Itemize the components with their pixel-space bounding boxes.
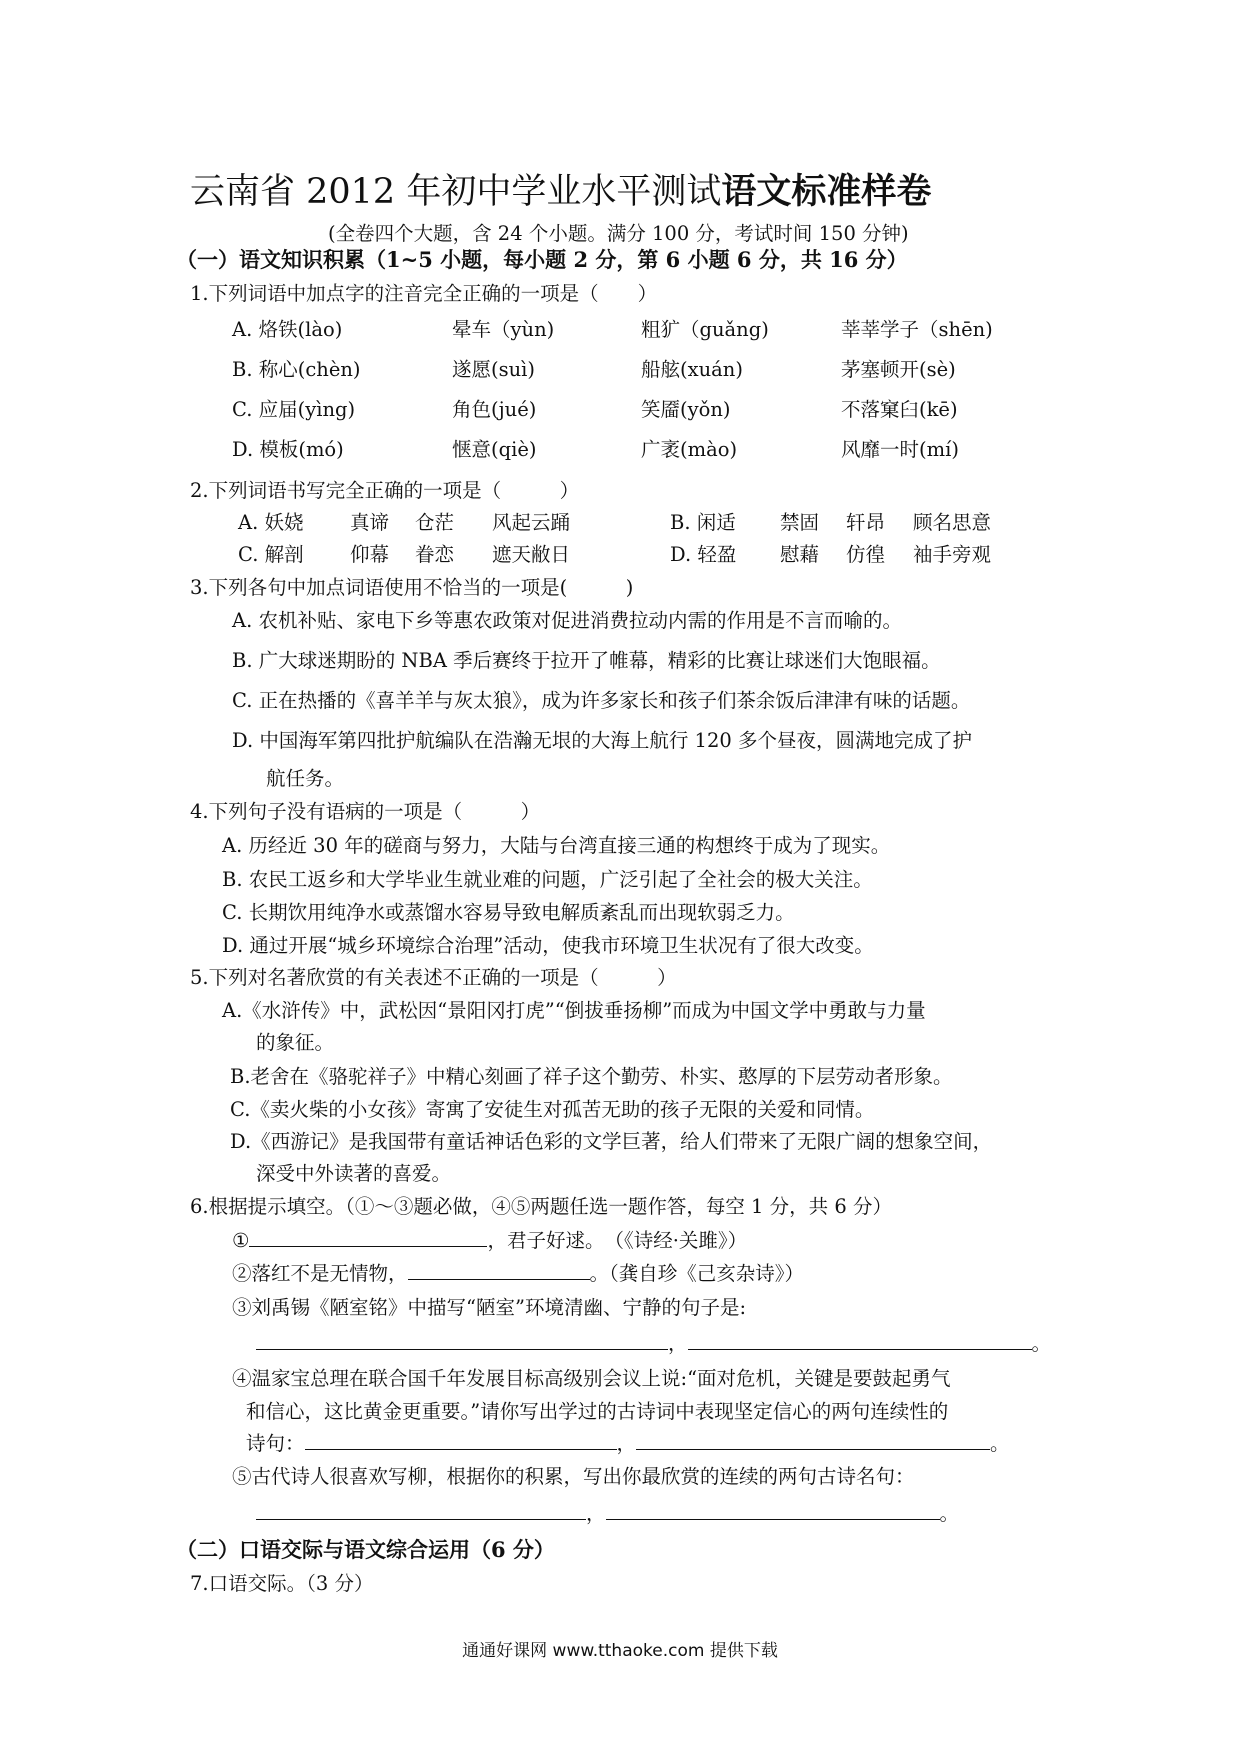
q6-item-3-answer — [256, 1330, 1051, 1358]
q1-option: 惬意(qiè) — [452, 438, 537, 461]
q6-item-1-post: ，君子好逑。 （《诗经·关雎》） — [487, 1229, 748, 1252]
q3-option-a: A. 农机补贴、家电下乡等惠农政策对促进消费拉动内需的作用是不言而喻的。 — [232, 609, 902, 632]
page-footer: 通通好课网 www.tthaoke.com 提供下载 — [462, 1641, 778, 1661]
q1-option: 不落窠臼(kē) — [841, 398, 958, 421]
q2-option: B. 闲适 — [670, 511, 736, 534]
q3-option-d: D. 中国海军第四批护航编队在浩瀚无垠的大海上航行 120 多个昼夜，圆满地完成了护 — [232, 729, 972, 752]
section2-heading: （二）口语交际与语文综合运用（6 分） — [176, 1537, 555, 1562]
q2-option: 顾名思意 — [913, 511, 992, 534]
q6-item-4-cont: 和信心，这比黄金更重要。”请你写出学过的古诗词中表现坚定信心的两句连续性的 — [246, 1400, 949, 1423]
q2-option: A. 妖娆 — [238, 511, 304, 534]
q2-option: 真谛 — [350, 511, 390, 534]
comma: ， — [616, 1432, 637, 1455]
q1-option: 笑靥(yǒn) — [641, 398, 731, 421]
q5-stem: 5.下列对名著欣赏的有关表述不正确的一项是（ ） — [190, 966, 677, 989]
q6-item-5-answer — [256, 1500, 959, 1528]
comma: ， — [668, 1332, 688, 1355]
q6-item-2-post: 。（龚自珍《己亥杂诗》） — [589, 1262, 805, 1285]
q5-option-d-cont: 深受中外读著的喜爱。 — [256, 1162, 452, 1185]
answer-blank[interactable] — [305, 1431, 617, 1450]
q6-item-1 — [232, 1227, 747, 1255]
period: 。 — [939, 1502, 960, 1525]
q1-option: 广袤(mào) — [641, 438, 738, 461]
q1-option: 茅塞顿开(sè) — [841, 358, 956, 381]
q2-option: 仓茫 — [415, 511, 455, 534]
q3-stem: 3.下列各句中加点词语使用不恰当的一项是( ) — [190, 576, 634, 599]
q1-option: 晕车（yùn) — [452, 318, 555, 341]
q6-item-1-pre: ① — [232, 1229, 250, 1252]
q1-option: 船舷(xuán) — [641, 358, 743, 381]
q1-option: 角色(jué) — [452, 398, 537, 421]
q5-option-a: A.《水浒传》中，武松因“景阳冈打虎”“倒拔垂扬柳”而成为中国文学中勇敢与力量 — [222, 999, 926, 1022]
q1-option: 风靡一时(mí) — [841, 438, 959, 461]
q3-option-c: C. 正在热播的《喜羊羊与灰太狼》，成为许多家长和孩子们茶余饭后津津有味的话题。 — [232, 689, 971, 712]
q6-item-4: ④温家宝总理在联合国千年发展目标高级别会议上说:“面对危机，关键是要鼓起勇气 — [232, 1367, 951, 1390]
q1-option: C. 应届(yìng) — [232, 398, 356, 421]
q2-option: 遮天敝日 — [492, 543, 571, 566]
q2-option: 眷恋 — [415, 543, 455, 566]
q5-option-b: B.老舍在《骆驼祥子》中精心刻画了祥子这个勤劳、朴实、憨厚的下层劳动者形象。 — [230, 1065, 953, 1088]
title-plain: 云南省 2012 年初中学业水平测试 — [190, 172, 722, 212]
title-bold: 语文标准样卷 — [721, 171, 932, 212]
q1-option: 粗犷（guǎng) — [641, 318, 769, 341]
q2-option: 仰幕 — [350, 543, 390, 566]
q4-option-c: C. 长期饮用纯净水或蒸馏水容易导致电解质紊乱而出现软弱乏力。 — [222, 901, 795, 924]
q5-option-c: C.《卖火柴的小女孩》寄寓了安徒生对孤苦无助的孩子无限的关爱和同情。 — [230, 1098, 875, 1121]
answer-blank[interactable] — [256, 1331, 668, 1350]
page-title — [190, 170, 931, 214]
q2-stem: 2.下列词语书写完全正确的一项是（ ） — [190, 479, 580, 502]
q2-option: 风起云踊 — [492, 511, 571, 534]
q2-option: 禁固 — [780, 511, 820, 534]
q1-option: 遂愿(suì) — [452, 358, 536, 381]
answer-blank[interactable] — [249, 1228, 487, 1247]
q2-option: 仿徨 — [846, 543, 886, 566]
q1-option: D. 模板(mó) — [232, 438, 344, 461]
q4-option-a: A. 历经近 30 年的磋商与努力，大陆与台湾直接三通的构想终于成为了现实。 — [222, 834, 891, 857]
q4-option-b: B. 农民工返乡和大学毕业生就业难的问题，广泛引起了全社会的极大关注。 — [222, 868, 873, 891]
q3-option-b: B. 广大球迷期盼的 NBA 季后赛终于拉开了帷幕，精彩的比赛让球迷们大饱眼福。 — [232, 649, 941, 672]
answer-blank[interactable] — [408, 1261, 590, 1280]
q2-option: 袖手旁观 — [913, 543, 992, 566]
q4-option-d: D. 通过开展“城乡环境综合治理”活动，使我市环境卫生状况有了很大改变。 — [222, 934, 874, 957]
q1-option: A. 烙铁(lào) — [232, 318, 343, 341]
q6-stem: 6.根据提示填空。（①～③题必做，④⑤两题任选一题作答，每空 1 分，共 6 分） — [190, 1195, 892, 1218]
q3-option-d-cont: 航任务。 — [266, 767, 345, 790]
answer-blank[interactable] — [636, 1431, 990, 1450]
comma: ， — [586, 1502, 606, 1525]
q5-option-a-cont: 的象征。 — [256, 1031, 335, 1054]
q2-option: C. 解剖 — [238, 543, 304, 566]
q1-stem: 1.下列词语中加点字的注音完全正确的一项是（ ） — [190, 282, 658, 305]
answer-blank[interactable] — [606, 1501, 940, 1520]
answer-blank[interactable] — [256, 1501, 586, 1520]
q6-item-5: ⑤古代诗人很喜欢写柳，根据你的积累，写出你最欣赏的连续的两句古诗名句： — [232, 1465, 915, 1488]
q2-option: D. 轻盈 — [670, 543, 737, 566]
q1-option: B. 称心(chèn) — [232, 358, 361, 381]
q2-option: 轩昂 — [846, 511, 886, 534]
page-subtitle: (全卷四个大题，含 24 个小题。满分 100 分，考试时间 150 分钟) — [328, 222, 909, 245]
q4-stem: 4.下列句子没有语病的一项是（ ） — [190, 800, 541, 823]
q5-option-d: D.《西游记》是我国带有童话神话色彩的文学巨著，给人们带来了无限广阔的想象空间， — [230, 1130, 993, 1153]
answer-blank[interactable] — [688, 1331, 1032, 1350]
q6-item-4-label: 诗句： — [246, 1432, 305, 1455]
q6-item-2-pre: ②落红不是无情物， — [232, 1262, 408, 1285]
period: 。 — [990, 1432, 1010, 1455]
q1-option: 莘莘学子（shēn) — [841, 318, 993, 341]
q6-item-2 — [232, 1260, 804, 1288]
section1-heading: （一）语文知识积累（1~5 小题，每小题 2 分，第 6 小题 6 分，共 16 分） — [176, 247, 908, 272]
q2-option: 慰藉 — [780, 543, 820, 566]
period: 。 — [1031, 1332, 1052, 1355]
q6-item-3: ③刘禹锡《陋室铭》中描写“陋室”环境清幽、宁静的句子是: — [232, 1296, 747, 1319]
q7-stem: 7.口语交际。（3 分） — [190, 1572, 374, 1595]
q6-item-4-answer — [246, 1430, 1010, 1458]
